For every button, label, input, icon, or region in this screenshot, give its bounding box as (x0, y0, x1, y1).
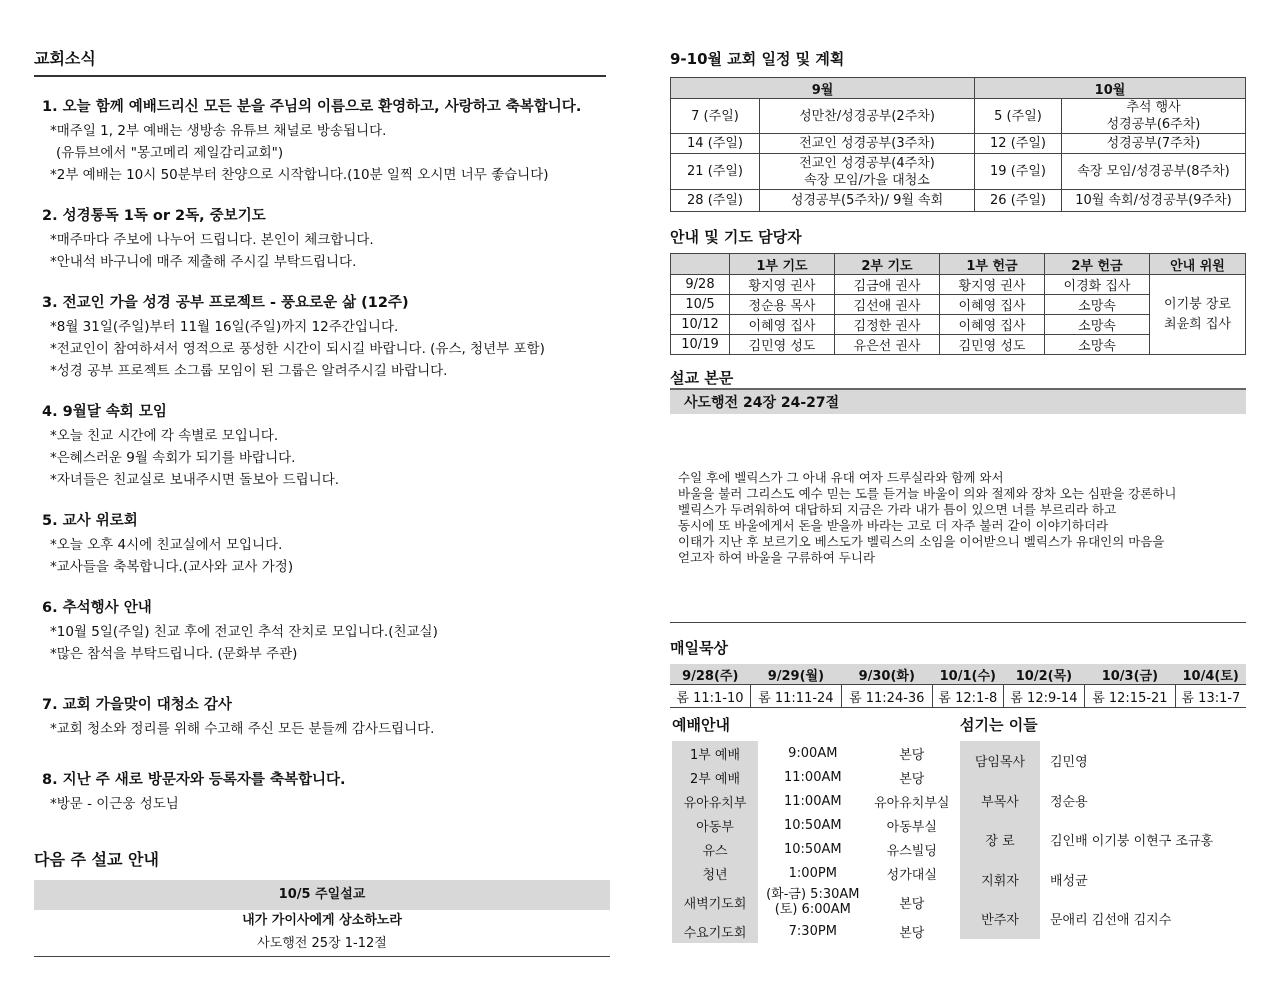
news-line: *은혜스러운 9월 속회가 되기를 바랍니다. (50, 450, 296, 466)
duty-cell: 김금애 권사 (835, 275, 940, 295)
table-row (671, 154, 1246, 190)
table-row (960, 899, 1244, 939)
worship-place: 본당 (899, 896, 925, 912)
table-row (960, 860, 1244, 900)
duty-date: 10/12 (671, 315, 730, 335)
news-line: *안내석 바구니에 매주 제출해 주시길 부탁드립니다. (50, 254, 357, 270)
worship-time: 10:50AM (784, 817, 842, 833)
schedule-date: 26 (주일) (975, 190, 1062, 212)
sermon-title: 설교 본문 (670, 369, 734, 387)
schedule-title: 9-10월 교회 일정 및 계획 (670, 50, 845, 68)
daily-ref: 롬 13:1-7 (1175, 685, 1246, 708)
news-line: *매주마다 주보에 나누어 드립니다. 본인이 체크합니다. (50, 232, 374, 248)
news-item (34, 768, 606, 815)
worship-name: 1부 예배 (672, 741, 758, 765)
sermon-line: 동시에 또 바울에게서 돈을 받을까 바라는 고로 더 자주 불러 같이 이야기하더라 (678, 518, 1109, 533)
duty-header (671, 254, 730, 275)
table-row (671, 99, 1246, 134)
news-line: *많은 참석을 부탁드립니다. (문화부 주관) (50, 646, 298, 662)
divider (670, 622, 1246, 623)
sermon-line: 얻고자 하여 바울을 구류하여 두니라 (678, 550, 876, 565)
worship-name: 수요기도회 (672, 919, 758, 943)
daily-ref: 롬 11:1-10 (670, 685, 750, 708)
daily-day: 9/30(화) (841, 664, 932, 685)
right-column (670, 48, 1246, 708)
next-sermon-box (34, 880, 610, 957)
month-header: 9월 (671, 78, 975, 99)
duty-cell: 이경화 집사 (1045, 275, 1150, 295)
duty-cell: 황지영 권사 (730, 275, 835, 295)
duty-cell: 김선애 권사 (835, 295, 940, 315)
worship-time-line: (화-금) 5:30AM (766, 887, 860, 902)
duty-title: 안내 및 기도 담당자 (670, 228, 802, 246)
schedule-date: 7 (주일) (671, 99, 760, 134)
worship-place: 본당 (899, 771, 925, 787)
table-row (672, 789, 956, 813)
duty-cell: 소망속 (1045, 315, 1150, 335)
server-names: 김인배 이기붕 이현구 조규홍 (1050, 834, 1214, 850)
server-role: 지휘자 (960, 860, 1040, 900)
duty-date: 9/28 (671, 275, 730, 295)
sermon-line: 수일 후에 벨릭스가 그 아내 유대 여자 드루실라와 함께 와서 (678, 470, 1004, 485)
daily-day: 10/3(금) (1084, 664, 1175, 685)
schedule-table (670, 77, 1246, 212)
schedule-event (1062, 99, 1246, 134)
next-sermon-title: 다음 주 설교 안내 (34, 850, 159, 869)
usher-name: 이기붕 장로 (1164, 296, 1231, 312)
worship-place: 아동부실 (886, 819, 937, 835)
news-line: *교사들을 축복합니다.(교사와 교사 가정) (50, 559, 294, 575)
worship-time: 7:30PM (788, 923, 837, 939)
sermon-line: 이태가 지난 후 보르기오 베스도가 벨릭스의 소임을 이어받으니 벨릭스가 유대인의 마음을 (678, 534, 1165, 549)
server-role: 장 로 (960, 820, 1040, 860)
news-item (34, 400, 606, 491)
worship-place: 성가대실 (886, 867, 937, 883)
server-names: 정순용 (1050, 794, 1088, 810)
news-heading: 3. 전교인 가을 성경 공부 프로젝트 - 풍요로운 삶 (12주) (42, 295, 409, 311)
table-row (672, 919, 956, 943)
duty-cell: 이혜영 집사 (940, 315, 1045, 335)
daily-day: 10/1(수) (932, 664, 1003, 685)
worship-table (672, 741, 956, 943)
table-row (671, 134, 1246, 154)
table-row (960, 781, 1244, 821)
worship-place: 유스빌딩 (886, 843, 937, 859)
daily-title: 매일묵상 (670, 639, 728, 657)
duty-table (670, 253, 1246, 355)
news-item (34, 509, 606, 578)
duty-date: 10/5 (671, 295, 730, 315)
server-role: 부목사 (960, 781, 1040, 821)
schedule-event: 전교인 성경공부(3주차) (760, 134, 975, 154)
news-item (34, 291, 606, 382)
table-row (960, 741, 1244, 781)
duty-header: 2부 기도 (835, 254, 940, 275)
news-line: *8월 31일(주일)부터 11월 16일(주일)까지 12주간입니다. (50, 319, 399, 335)
next-sermon-heading: 내가 가이사에게 상소하노라 (242, 913, 402, 928)
schedule-event: 성경공부(7주차) (1062, 134, 1246, 154)
table-row (960, 820, 1244, 860)
next-sermon-date: 10/5 주일설교 (34, 880, 610, 910)
server-role: 반주자 (960, 899, 1040, 939)
table-row (670, 685, 1246, 708)
server-role: 담임목사 (960, 741, 1040, 781)
duty-cell: 소망속 (1045, 335, 1150, 355)
servers-section (960, 714, 1244, 939)
table-row (672, 861, 956, 885)
schedule-date: 14 (주일) (671, 134, 760, 154)
worship-place: 본당 (899, 925, 925, 941)
news-column (34, 46, 606, 957)
worship-section (672, 714, 956, 943)
duty-cell: 황지영 권사 (940, 275, 1045, 295)
schedule-event: 성만찬/성경공부(2주차) (760, 99, 975, 134)
news-line: *오늘 오후 4시에 친교실에서 모입니다. (50, 537, 283, 553)
news-heading: 4. 9월달 속회 모임 (42, 404, 167, 420)
schedule-event-line: 성경공부(6주차) (1106, 117, 1201, 132)
next-sermon-scripture: 사도행전 25장 1-12절 (257, 936, 387, 951)
daily-day: 10/4(토) (1175, 664, 1246, 685)
daily-ref: 롬 12:9-14 (1003, 685, 1084, 708)
worship-time: 11:00AM (784, 793, 842, 809)
usher-name: 최윤희 집사 (1164, 316, 1231, 332)
schedule-date: 5 (주일) (975, 99, 1062, 134)
duty-cell: 이혜영 집사 (940, 295, 1045, 315)
duty-header: 1부 기도 (730, 254, 835, 275)
news-heading: 7. 교회 가을맞이 대청소 감사 (42, 697, 232, 713)
worship-time-line: (토) 6:00AM (774, 902, 851, 917)
news-heading: 8. 지난 주 새로 방문자와 등록자를 축복합니다. (42, 772, 346, 788)
worship-name: 새벽기도회 (672, 885, 758, 919)
schedule-event-line: 추석 행사 (1126, 100, 1181, 115)
daily-ref: 롬 12:1-8 (932, 685, 1003, 708)
servers-table (960, 741, 1244, 939)
news-item (34, 596, 606, 665)
schedule-event (760, 154, 975, 190)
news-line: *방문 - 이근웅 성도님 (50, 796, 179, 812)
news-line: *2부 예배는 10시 50분부터 찬양으로 시작합니다.(10분 일찍 오시면 너무 좋습니다) (50, 167, 549, 183)
table-row (672, 741, 956, 765)
servers-title: 섬기는 이들 (960, 716, 1038, 734)
worship-place: 본당 (899, 747, 925, 763)
news-item (34, 204, 606, 273)
daily-ref: 롬 11:11-24 (750, 685, 841, 708)
schedule-event-line: 전교인 성경공부(4주차) (799, 155, 935, 171)
duty-header: 2부 헌금 (1045, 254, 1150, 275)
schedule-event: 속장 모임/성경공부(8주차) (1062, 154, 1246, 190)
sermon-text (670, 470, 1246, 566)
news-line: *오늘 친교 시간에 각 속별로 모입니다. (50, 428, 279, 444)
news-line: *10월 5일(주일) 친교 후에 전교인 추석 잔치로 모입니다.(친교실) (50, 624, 438, 640)
duty-cell: 김민영 성도 (940, 335, 1045, 355)
duty-cell: 유은선 권사 (835, 335, 940, 355)
duty-date: 10/19 (671, 335, 730, 355)
worship-time: 1:00PM (788, 865, 837, 881)
duty-cell: 정순용 목사 (730, 295, 835, 315)
sermon-line: 바울을 불러 그리스도 예수 믿는 도를 듣거늘 바울이 의와 절제와 장차 오는 심판을 강론하니 (678, 486, 1177, 501)
sermon-line: 벨릭스가 두려워하여 대답하되 지금은 가라 내가 틈이 있으면 너를 부르리라 하고 (678, 502, 1117, 517)
table-row (671, 275, 1246, 295)
sermon-scripture: 사도행전 24장 24-27절 (670, 388, 1246, 414)
table-row (672, 765, 956, 789)
table-row (672, 837, 956, 861)
duty-header: 안내 위원 (1150, 254, 1246, 275)
news-heading: 2. 성경통독 1독 or 2독, 중보기도 (42, 208, 266, 224)
server-names: 배성균 (1050, 873, 1088, 889)
table-row (672, 885, 956, 919)
news-item (34, 95, 606, 186)
worship-time: 9:00AM (788, 745, 838, 761)
server-names: 문애리 김선애 김지수 (1050, 913, 1172, 929)
news-line: *매주일 1, 2부 예배는 생방송 유튜브 채널로 방송됩니다. (50, 123, 387, 139)
news-heading: 6. 추석행사 안내 (42, 600, 152, 616)
worship-name: 2부 예배 (672, 765, 758, 789)
worship-name: 아동부 (672, 813, 758, 837)
news-heading: 5. 교사 위로회 (42, 513, 138, 529)
schedule-event-line: 속장 모임/가을 대청소 (804, 172, 930, 188)
duty-cell: 김민영 성도 (730, 335, 835, 355)
worship-title: 예배안내 (672, 716, 730, 734)
worship-time: 10:50AM (784, 841, 842, 857)
schedule-event: 성경공부(5주차)/ 9월 속회 (760, 190, 975, 212)
news-title: 교회소식 (34, 46, 606, 77)
duty-cell: 소망속 (1045, 295, 1150, 315)
worship-name: 청년 (672, 861, 758, 885)
table-row (672, 813, 956, 837)
schedule-date: 28 (주일) (671, 190, 760, 212)
schedule-date: 12 (주일) (975, 134, 1062, 154)
news-heading: 1. 오늘 함께 예배드리신 모든 분을 주님의 이름으로 환영하고, 사랑하고 축복합니다. (42, 99, 582, 115)
duty-cell: 이혜영 집사 (730, 315, 835, 335)
news-line: *교회 청소와 정리를 위해 수고해 주신 모든 분들께 감사드립니다. (50, 721, 435, 737)
duty-header: 1부 헌금 (940, 254, 1045, 275)
news-line: *전교인이 참여하셔서 영적으로 풍성한 시간이 되시길 바랍니다. (유스, 청년부 포함) (50, 341, 545, 357)
daily-table (670, 664, 1246, 708)
schedule-date: 21 (주일) (671, 154, 760, 190)
worship-name: 유아유치부 (672, 789, 758, 813)
daily-ref: 롬 12:15-21 (1084, 685, 1175, 708)
worship-name: 유스 (672, 837, 758, 861)
news-line: *자녀들은 친교실로 보내주시면 돌보아 드립니다. (50, 472, 340, 488)
news-item (34, 693, 606, 740)
worship-time (758, 885, 868, 919)
daily-day: 9/28(주) (670, 664, 750, 685)
duty-cell: 김정한 권사 (835, 315, 940, 335)
server-names: 김민영 (1050, 755, 1088, 771)
worship-time: 11:00AM (784, 769, 842, 785)
schedule-date: 19 (주일) (975, 154, 1062, 190)
worship-place: 유아유치부실 (874, 795, 950, 811)
schedule-event: 10월 속회/성경공부(9주차) (1062, 190, 1246, 212)
daily-day: 10/2(목) (1003, 664, 1084, 685)
usher-cell (1150, 275, 1246, 355)
daily-day: 9/29(월) (750, 664, 841, 685)
table-row (671, 190, 1246, 212)
month-header: 10월 (975, 78, 1246, 99)
news-line: (유튜브에서 "몽고메리 제일감리교회") (56, 145, 284, 161)
news-line: *성경 공부 프로젝트 소그룹 모임이 된 그룹은 알려주시길 바랍니다. (50, 363, 448, 379)
daily-ref: 롬 11:24-36 (841, 685, 932, 708)
